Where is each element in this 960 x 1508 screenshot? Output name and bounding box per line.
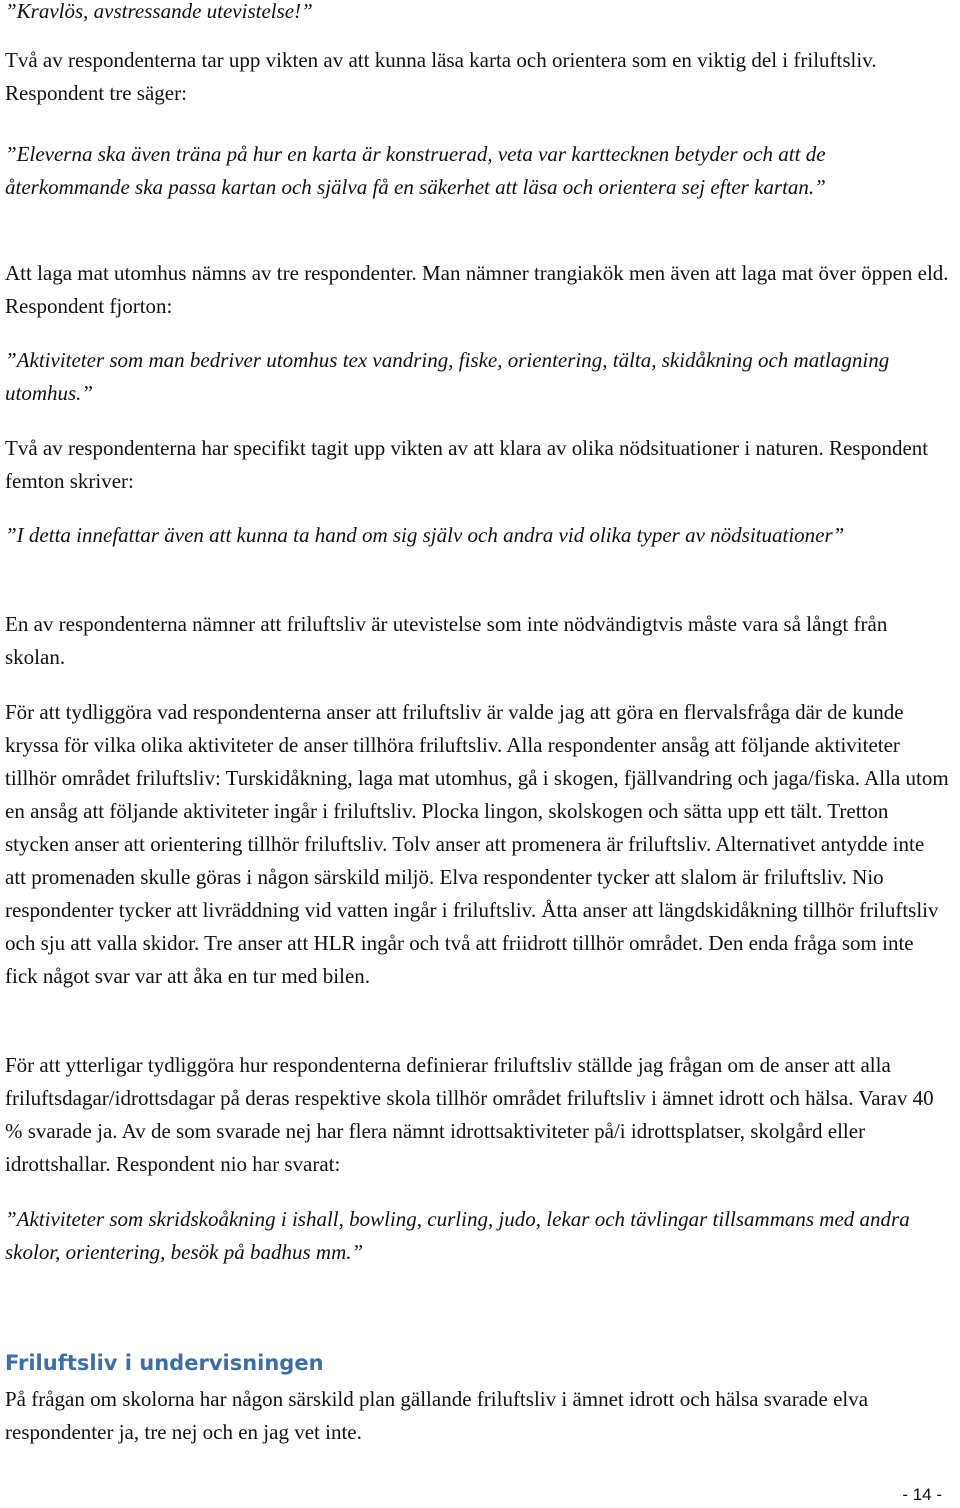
paragraph-emergency: Två av respondenterna har specifikt tagit upp vikten av att klara av olika nödsituationer i naturen. Respondent femton skriver: <box>5 436 929 493</box>
quote-respondent-fourteen: ”Aktiviteter som man bedriver utomhus tex vandring, fiske, orientering, tälta, skidåkning och matlagning utomhus.” <box>5 348 890 405</box>
paragraph-outdoor-days: För att ytterligar tydliggöra hur respondenterna definierar friluftsliv ställde jag frågan om de anser att alla friluftsdagar/idrottsdagar på deras respektive skola tillhör området friluftsliv i ämnet idrott och hälsa. Varav 40 % svarade ja. Av de som svarade nej har flera nämnt idrottsaktiviteter på/i idrottsplatser, skolgård eller idrottshallar. Respondent nio har svarat: <box>5 1053 934 1176</box>
quote-respondent-three: ”Eleverna ska även träna på hur en karta är konstruerad, veta var karttecknen betyder och att de återkommande ska passa kartan och själva få en säkerhet att läsa och orientera sej efter kartan.” <box>5 142 826 199</box>
quote-top: ”Kravlös, avstressande utevistelse!” <box>5 0 313 23</box>
paragraph-distance: En av respondenterna nämner att friluftsliv är utevistelse som inte nödvändigtvis måste vara så långt från skolan. <box>5 612 888 669</box>
section-heading: Friluftsliv i undervisningen <box>5 1351 324 1375</box>
paragraph-cooking: Att laga mat utomhus nämns av tre respondenter. Man nämner trangiakök men även att laga mat över öppen eld. Respondent fjorton: <box>5 261 949 318</box>
paragraph-teaching-plan: På frågan om skolorna har någon särskild plan gällande friluftsliv i ämnet idrott och hälsa svarade elva respondenter ja, tre nej och en jag vet inte. <box>5 1387 869 1444</box>
paragraph-map-reading: Två av respondenterna tar upp vikten av att kunna läsa karta och orientera som en viktig del i friluftsliv. Respondent tre säger: <box>5 48 877 105</box>
quote-respondent-fifteen: ”I detta innefattar även att kunna ta hand om sig själv och andra vid olika typer av nödsituationer” <box>5 523 845 547</box>
quote-respondent-nine: ”Aktiviteter som skridskoåkning i ishall, bowling, curling, judo, lekar och tävlingar tillsammans med andra skolor, orientering, besök på badhus mm.” <box>5 1207 910 1264</box>
paragraph-multiple-choice: För att tydliggöra vad respondenterna anser att friluftsliv är valde jag att göra en flervalsfråga där de kunde kryssa för vilka olika aktiviteter de anser tillhöra friluftsliv. Alla respondenter ansåg att följande aktiviteter tillhör området friluftsliv: Turskidåkning, laga mat utomhus, gå i skogen, fjällvandring och jaga/fiska. Alla utom en ansåg att följande aktiviteter ingår i friluftsliv. Plocka lingon, skolskogen och sätta upp ett tält. Tretton stycken anser att orientering tillhör friluftsliv. Tolv anser att promenera är friluftsliv. Alternativet antydde inte att promenaden skulle göras i någon särskild miljö. Elva respondenter tycker att slalom är friluftsliv. Nio respondenter tycker att livräddning vid vatten ingår i friluftsliv. Åtta anser att längdskidåkning tillhör friluftsliv och sju att valla skidor. Tre anser att HLR ingår och två att friidrott tillhör området. Den enda fråga som inte fick något svar var att åka en tur med bilen. <box>5 700 949 988</box>
page-number: - 14 - <box>902 1485 942 1504</box>
